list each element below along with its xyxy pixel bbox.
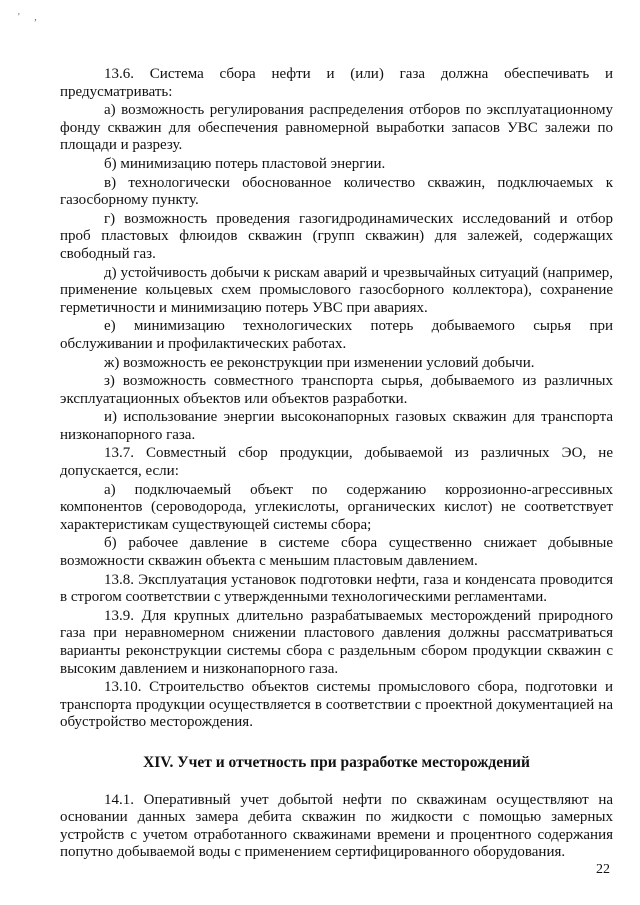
list-item-g: г) возможность проведения газогидродинамических исследований и отбор проб пластовых флюидов скважин (групп скважин) для залежей, содержащих свободный газ.: [60, 210, 613, 262]
list-item-13-7-b: б) рабочее давление в системе сбора существенно снижает добывные возможности скважин объекта с меньшим пластовым давлением.: [60, 535, 613, 570]
paragraph-13-6: 13.6. Система сбора нефти и (или) газа должна обеспечивать и предусматривать:: [60, 66, 613, 100]
scan-mark: ' ,: [18, 12, 43, 23]
section-heading: XIV. Учет и отчетность при разработке месторождений: [143, 753, 530, 771]
paragraph-13-7: 13.7. Совместный сбор продукции, добываемой из различных ЭО, не допускается, если:: [60, 445, 613, 480]
paragraph-14-1: 14.1. Оперативный учет добытой нефти по скважинам осуществляют на основании данных замера дебита скважин по жидкости с помощью замерных устройств с учетом отработанного скважинами времени и процентного содержания попутно добываемой воды с применением сертифицированного оборудования.: [60, 791, 613, 861]
paragraph-13-9: 13.9. Для крупных длительно разрабатываемых месторождений природного газа при неравномерном снижении пластового давления должны рассматриваться варианты реконструкции системы сбора с раздельным сбором продукции скважин с высоким давлением и низконапорного газа.: [60, 607, 613, 677]
page-number: 22: [596, 862, 610, 877]
list-item-z: з) возможность совместного транспорта сырья, добываемого из различных эксплуатационных объектов или объектов разработки.: [60, 373, 613, 407]
list-item-e: е) минимизацию технологических потерь добываемого сырья при обслуживании и профилактических работах.: [60, 318, 613, 352]
list-item-a: а) возможность регулирования распределения отборов по эксплуатационному фонду скважин для обеспечения равномерной выработки запасов УВС залежи по площади и разрезу.: [60, 102, 613, 154]
list-item-13-7-a: а) подключаемый объект по содержанию коррозионно-агрессивных компонентов (сероводорода, углекислоты, органических кислот) не соответствует характеристикам существующей системы сбора;: [60, 481, 613, 533]
paragraph-13-10: 13.10. Строительство объектов системы промыслового сбора, подготовки и транспорта продукции осуществляется в соответствии с проектной документацией на обустройство месторождения.: [60, 679, 613, 731]
paragraph-13-8: 13.8. Эксплуатация установок подготовки нефти, газа и конденсата проводится в строгом соответствии с утвержденными технологическими регламентами.: [60, 571, 613, 606]
list-item-zh: ж) возможность ее реконструкции при изменении условий добычи.: [104, 354, 535, 371]
list-item-v: в) технологически обоснованное количество скважин, подключаемых к газосборному пункту.: [60, 174, 613, 209]
list-item-b: б) минимизацию потерь пластовой энергии.: [104, 155, 386, 172]
document-body: [60, 66, 613, 863]
list-item-i: и) использование энергии высоконапорных газовых скважин для транспорта низконапорного газа.: [60, 409, 613, 443]
list-item-d: д) устойчивость добычи к рискам аварий и чрезвычайных ситуаций (например, применение кольцевых схем промыслового газосборного коллектора), сохранение герметичности и минимизацию потерь УВС при авариях.: [60, 264, 613, 316]
